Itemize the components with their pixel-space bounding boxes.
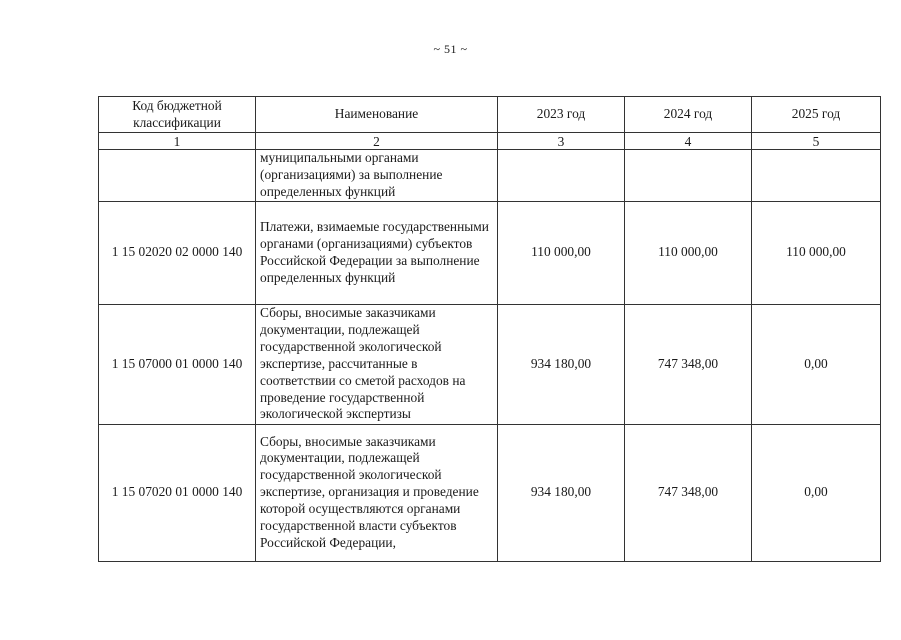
header-2023: 2023 год [498, 97, 625, 133]
header-row [99, 97, 881, 133]
column-number: 4 [625, 133, 752, 150]
column-number: 2 [256, 133, 498, 150]
row-code [99, 150, 256, 202]
row-name: Сборы, вносимые заказчиками документации, подлежащей государственной экологической экспертизе, рассчитанные в соответствии со сметой расходов на проведение государственной экологической экспертизы [256, 304, 498, 424]
row-2025 [752, 150, 881, 202]
header-2025: 2025 год [752, 97, 881, 133]
column-number: 1 [99, 133, 256, 150]
row-code: 1 15 07020 01 0000 140 [99, 424, 256, 561]
row-2025: 110 000,00 [752, 201, 881, 304]
row-code: 1 15 07000 01 0000 140 [99, 304, 256, 424]
row-2025: 0,00 [752, 424, 881, 561]
header-2024: 2024 год [625, 97, 752, 133]
row-2023 [498, 150, 625, 202]
row-2023: 934 180,00 [498, 424, 625, 561]
table-row [99, 201, 881, 304]
header-name: Наименование [256, 97, 498, 133]
column-number: 3 [498, 133, 625, 150]
header-code: Код бюджетной классификации [99, 97, 256, 133]
row-name: Платежи, взимаемые государственными органами (организациями) субъектов Российской Федерации за выполнение определенных функций [256, 201, 498, 304]
table-row [99, 304, 881, 424]
row-2024 [625, 150, 752, 202]
row-2024: 110 000,00 [625, 201, 752, 304]
row-2024: 747 348,00 [625, 304, 752, 424]
table-row [99, 424, 881, 561]
column-number: 5 [752, 133, 881, 150]
row-2023: 934 180,00 [498, 304, 625, 424]
row-name: муниципальными органами (организациями) за выполнение определенных функций [256, 150, 498, 202]
row-2023: 110 000,00 [498, 201, 625, 304]
table-row [99, 150, 881, 202]
row-2025: 0,00 [752, 304, 881, 424]
column-number-row [99, 133, 881, 150]
budget-table [98, 96, 881, 562]
row-name: Сборы, вносимые заказчиками документации, подлежащей государственной экологической экспертизе, организация и проведение которой осуществляются органами государственной власти субъектов Российской Федерации, [256, 424, 498, 561]
page-number: ~ 51 ~ [433, 42, 468, 56]
row-code: 1 15 02020 02 0000 140 [99, 201, 256, 304]
row-2024: 747 348,00 [625, 424, 752, 561]
